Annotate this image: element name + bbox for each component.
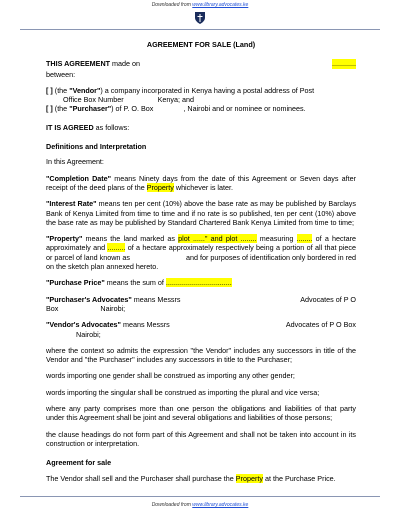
- footer-link[interactable]: www.library.advocates.ke: [192, 502, 249, 508]
- header-divider: [20, 29, 380, 30]
- party-vendor: [ ] (the "Vendor") a company incorporated in Kenya having a postal address of Post: [46, 85, 315, 95]
- interpretation-singular: words importing the singular shall be construed as importing the plural and vice versa;: [46, 387, 320, 397]
- def-interest-rate: "Interest Rate" means ten per cent (10%) above the base rate as may be published by Barclays Bank of Kenya Limited from time to time and if no rate is so published, ten per cent (10%) above the base rate as may be published by Standard Chartered Bank Kenya Limited from time to time;: [46, 199, 356, 227]
- agreement-for-sale-heading: Agreement for sale: [46, 458, 112, 468]
- party-vendor-address: Office Box Number Kenya; and: [63, 95, 194, 105]
- definitions-heading: Definitions and Interpretation: [46, 142, 147, 152]
- party-purchaser: [ ] (the "Purchaser") of P. O. Box , Nairobi and or nominee or nominees.: [46, 104, 306, 114]
- def-purchasers-advocates-address: Box Nairobi;: [46, 303, 126, 313]
- advocates-logo-icon: [194, 11, 206, 25]
- def-completion-date: "Completion Date" means Ninety days from the date of this Agreement or Seven days after receipt of the deed plans of the Property whichever is later.: [46, 173, 357, 192]
- document-title: AGREEMENT FOR SALE (Land): [146, 40, 256, 49]
- agreement-for-sale-text: The Vendor shall sell and the Purchaser shall purchase the Property at the Purchase Price.: [46, 473, 336, 483]
- it-is-agreed: IT IS AGREED as follows:: [46, 122, 130, 132]
- interpretation-gender: words importing one gender shall be construed as importing any other gender;: [46, 371, 295, 381]
- in-this-agreement: In this Agreement:: [46, 157, 104, 167]
- header-download-note: Downloaded from www.library.advocates.ke: [151, 2, 249, 8]
- interpretation-context: where the context so admits the expression "the Vendor" includes any successors in title of the Vendor and "the Purchaser" includes any successors in title to the Purchaser;: [46, 345, 356, 365]
- footer-divider: [20, 496, 380, 497]
- def-vendors-advocates: "Vendor's Advocates" means Messrs Advocates of P O Box: [46, 320, 356, 330]
- document-body: [46, 36, 356, 490]
- def-purchasers-advocates: "Purchaser's Advocates" means Messrs Advocates of P O: [46, 294, 356, 304]
- def-vendors-advocates-address: Nairobi;: [76, 329, 101, 339]
- date-blank: ............: [332, 59, 356, 69]
- page-header: [0, 0, 400, 30]
- between-label: between:: [46, 69, 76, 79]
- agreement-date-line: THIS AGREEMENT made on ............: [46, 59, 356, 69]
- def-purchase-price: "Purchase Price" means the sum of .................................: [46, 278, 232, 288]
- interpretation-parties: where any party comprises more than one person the obligations and liabilities of that party under this Agreement shall be joint and several obligations and liabilities of those persons;: [46, 404, 356, 423]
- header-link[interactable]: www.library.advocates.ke: [192, 2, 249, 8]
- interpretation-clause-headings: the clause headings do not form part of this Agreement and shall not be taken into account in its construction or interpretation.: [46, 429, 356, 448]
- def-property: "Property" means the land marked as plot ......" and plot ........ measuring ........ of a hectare approximately and ......... of a hectare approximately respectively being a portion of all that piece or parcel of land known as and for purposes of identification only bordered in red on the sketch plan annexed hereto.: [46, 234, 357, 272]
- footer-download-note: Downloaded from www.library.advocates.ke: [151, 502, 249, 508]
